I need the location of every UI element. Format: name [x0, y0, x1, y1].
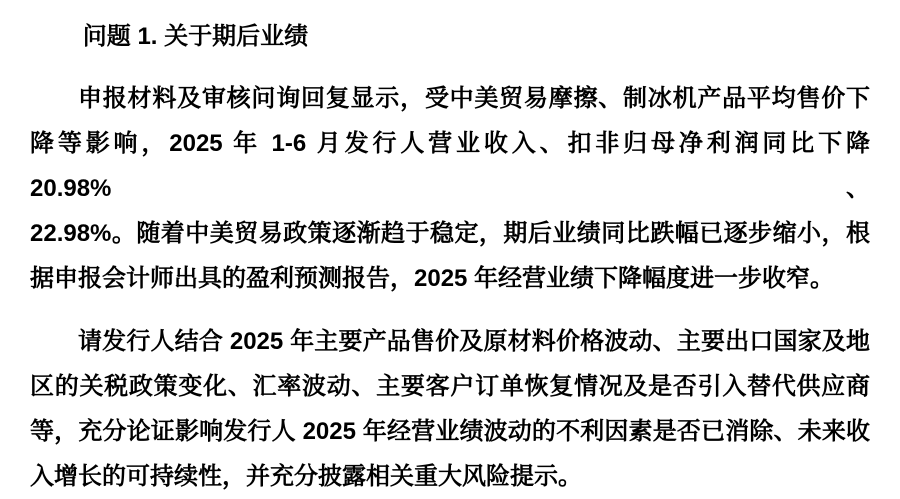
text-line: 降等影响，2025 年 1-6 月发行人营业收入、扣非归母净利润同比下降 20.98%、	[30, 130, 870, 202]
text-line: 区的关税政策变化、汇率波动、主要客户订单恢复情况及是否引入替代供应商	[30, 373, 870, 400]
text-line: 请发行人结合 2025 年主要产品售价及原材料价格波动、主要出口国家及地	[78, 328, 870, 355]
text-line: 等，充分论证影响发行人 2025 年经营业绩波动的不利因素是否已消除、未来收	[30, 418, 870, 445]
text-line: 申报材料及审核问询回复显示，受中美贸易摩擦、制冰机产品平均售价下	[78, 85, 870, 112]
paragraph-post-period-performance	[30, 76, 870, 301]
paragraph-disclosure-request	[30, 319, 870, 499]
text-line: 入增长的可持续性，并充分披露相关重大风险提示。	[30, 463, 582, 490]
text-line: 22.98%。随着中美贸易政策逐渐趋于稳定，期后业绩同比跌幅已逐步缩小，根	[30, 220, 870, 247]
text-line: 据申报会计师出具的盈利预测报告，2025 年经营业绩下降幅度进一步收窄。	[30, 265, 835, 292]
question-title: 问题 1. 关于期后业绩	[82, 23, 309, 50]
